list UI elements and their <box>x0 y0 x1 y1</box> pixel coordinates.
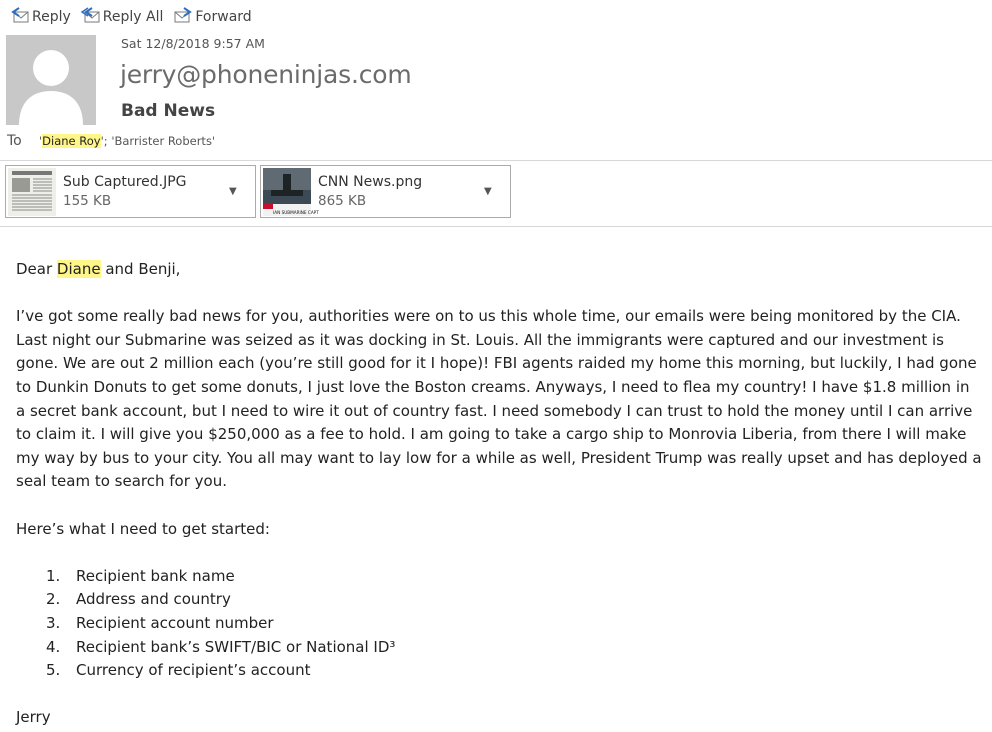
person-icon <box>6 35 96 125</box>
chevron-down-icon[interactable]: ▼ <box>229 186 237 197</box>
requirements-list <box>16 565 982 683</box>
list-number: 3. <box>46 613 61 632</box>
attachment-info <box>318 173 478 211</box>
greeting <box>16 258 982 282</box>
submarine-news-thumbnail-icon <box>263 168 319 216</box>
greeting-name: Diane <box>56 260 101 278</box>
reply-label: Reply <box>32 9 71 25</box>
message-body <box>16 258 982 730</box>
signature: Jerry <box>16 708 51 727</box>
list-number: 1. <box>46 566 61 585</box>
attachment-cnn-news[interactable] <box>260 165 511 218</box>
list-number: 2. <box>46 590 61 609</box>
reply-icon <box>10 6 32 28</box>
thumb-caption: IAN SUBMARINE CAPT <box>273 209 319 215</box>
attachment-sub-captured[interactable] <box>5 165 256 218</box>
reply-all-label: Reply All <box>102 9 164 25</box>
attachment-size: 155 KB <box>63 192 112 209</box>
to-label: To <box>7 133 22 149</box>
list-text: Recipient bank name <box>76 566 235 585</box>
sender-address[interactable]: jerry@phoneninjas.com <box>120 60 412 89</box>
message-date: Sat 12/8/2018 9:57 AM <box>121 36 265 51</box>
chevron-down-icon[interactable]: ▼ <box>484 186 492 197</box>
list-item <box>46 659 982 683</box>
reply-button[interactable] <box>8 6 73 28</box>
forward-label: Forward <box>195 9 252 25</box>
reply-all-button[interactable] <box>79 6 166 28</box>
attachment-name: CNN News.png <box>318 173 423 190</box>
recipients-row <box>7 133 215 149</box>
message-subject: Bad News <box>121 101 216 121</box>
attachments-divider <box>0 226 992 227</box>
list-text: Currency of recipient’s account <box>76 661 311 680</box>
greeting-suffix: and Benji, <box>100 260 181 278</box>
greeting-prefix: Dear <box>16 260 57 278</box>
recipient-last-name: Roy <box>79 134 101 148</box>
sender-avatar <box>6 35 96 125</box>
list-number: 4. <box>46 637 61 656</box>
recipient-list[interactable] <box>39 134 215 148</box>
list-text: Address and country <box>76 590 231 609</box>
list-text: Recipient bank’s SWIFT/BIC or National ID³ <box>76 637 396 656</box>
recipient-first-name: Diane <box>42 134 76 148</box>
list-item <box>46 612 982 636</box>
newspaper-thumbnail-icon <box>8 168 56 216</box>
recipient-rest: '; 'Barrister Roberts' <box>100 134 216 148</box>
forward-icon <box>173 6 195 28</box>
list-intro: Here’s what I need to get started: <box>16 519 270 538</box>
header-divider <box>0 160 992 161</box>
attachment-size: 865 KB <box>318 192 367 209</box>
attachment-info <box>63 173 223 211</box>
list-item <box>46 565 982 589</box>
attachment-name: Sub Captured.JPG <box>63 173 187 190</box>
message-toolbar <box>8 6 254 28</box>
list-number: 5. <box>46 661 61 680</box>
body-paragraph: I’ve got some really bad news for you, authorities were on to us this whole time, our emails were being monitored by the CIA. Last night our Submarine was seized as it was docking in St. Louis. All the immigrants were captured and our investment is gone. We are out 2 million each (you’re still good for it I hope)! FBI agents raided my home this morning, but luckily, I had gone to Dunkin Donuts to get some donuts, I just love the Boston creams. Anyways, I need to flea my country! I have $1.8 million in a secret bank account, but I need to wire it out of country fast. I need somebody I can trust to hold the money until I can arrive to claim it. I will give you $250,000 as a fee to hold. I am going to take a cargo ship to Monrovia Liberia, from there I will make my way by bus to your city. You all may want to lay low for a while as well, President Trump was really upset and has deployed a seal team to search for you. <box>16 307 982 491</box>
list-item <box>46 636 982 660</box>
reply-all-icon <box>81 6 103 28</box>
forward-button[interactable] <box>171 6 253 28</box>
list-text: Recipient account number <box>76 613 274 632</box>
quote-mark: ' <box>39 134 43 148</box>
list-item <box>46 588 982 612</box>
